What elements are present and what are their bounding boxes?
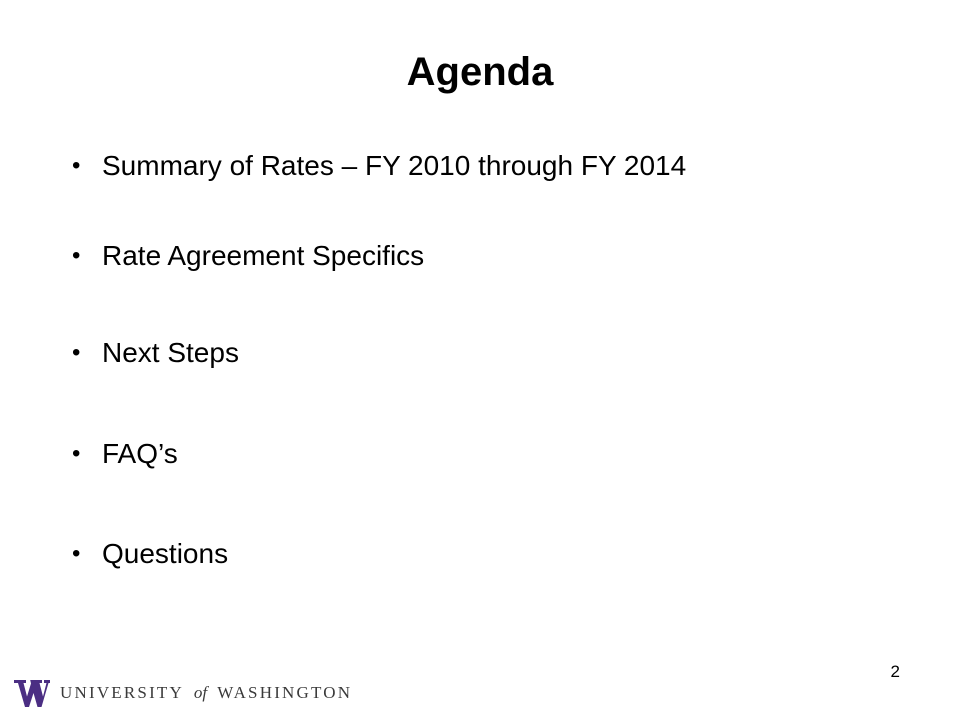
agenda-item-rate-agreement-specifics bbox=[72, 234, 424, 278]
bullet-marker: • bbox=[72, 339, 81, 366]
bullet-marker: • bbox=[72, 540, 81, 567]
agenda-item-label: Rate Agreement Specifics bbox=[102, 240, 425, 271]
agenda-item-faqs bbox=[72, 432, 178, 476]
agenda-item-questions bbox=[72, 532, 228, 576]
agenda-item-summary-of-rates bbox=[72, 144, 686, 188]
bullet-marker: • bbox=[72, 152, 81, 179]
agenda-item-label: Next Steps bbox=[102, 337, 239, 368]
university-wordmark bbox=[60, 683, 352, 703]
uw-w-logo-icon bbox=[14, 678, 50, 708]
university-logo bbox=[14, 676, 352, 710]
page-number: 2 bbox=[890, 662, 900, 681]
wordmark-of: of bbox=[193, 683, 208, 702]
bullet-marker: • bbox=[72, 440, 81, 467]
agenda-item-next-steps bbox=[72, 331, 239, 375]
agenda-item-label: Questions bbox=[102, 538, 229, 569]
bullet-marker: • bbox=[72, 242, 81, 269]
agenda-item-label: Summary of Rates – FY 2010 through FY 2014 bbox=[102, 150, 687, 181]
agenda-item-label: FAQ’s bbox=[102, 438, 178, 469]
wordmark-university: UNIVERSITY bbox=[60, 683, 184, 702]
slide-title: Agenda bbox=[406, 50, 554, 94]
wordmark-washington: WASHINGTON bbox=[217, 683, 353, 702]
